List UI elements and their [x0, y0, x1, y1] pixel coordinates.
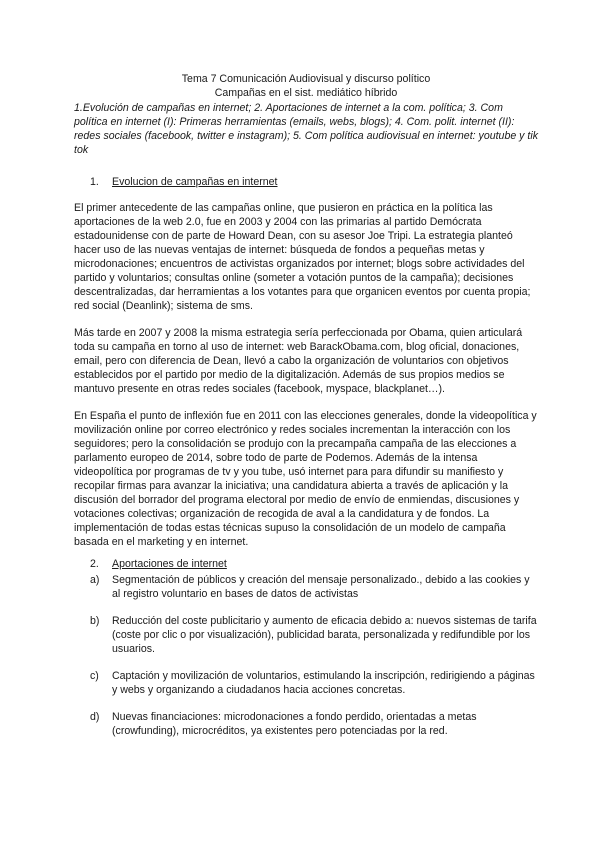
section-number: 2. — [90, 558, 99, 570]
paragraph: En España el punto de inflexión fue en 2011 con las elecciones generales, donde la videopolítica y movilización online por correo electrónico y redes sociales incrementan la interacción con los seguidores; pero la consolidación se produjo con la precampaña campaña de las elecciones a parlamento europeo de 2014, sobre todo de parte de Podemos. Además de la intensa videopolítica por programas de tv y you tube, usó internet para para difundir su manifiesto y recopilar firmas para avanzar la iniciativa; una candidatura abierta a través de aplicación y la discusión del borrador del programa electoral por medio de envío de enmiendas, discusiones y votaciones colectivas; organización de recogida de aval a la candidatura y de fondos. La implementación de todas estas técnicas supuso la consolidación de un modelo de campaña basada en el marketing y en internet. — [74, 410, 537, 548]
list-item — [74, 573, 538, 601]
section-title: Aportaciones de internet — [112, 558, 227, 570]
list-marker: a) — [90, 574, 100, 586]
section-1-heading — [90, 175, 538, 189]
document-title: Tema 7 Comunicación Audiovisual y discurso político — [181, 73, 431, 85]
list-item-text: Nuevas financiaciones: microdonaciones a fondo perdido, orientadas a metas (crowfunding), microcréditos, ya existentes pero potenciadas por la red. — [112, 711, 477, 737]
section-2-heading — [90, 557, 538, 571]
list-marker: d) — [90, 711, 100, 723]
paragraph: Más tarde en 2007 y 2008 la misma estrategia sería perfeccionada por Obama, quien articulará toda su campaña en torno al uso de internet: web BarackObama.com, blog oficial, donaciones, email, pero con diferencia de Dean, llevó a cabo la organización de voluntarios con objetivos establecidos por el partido por medio de la digitalización. Además de sus propios medios se mantuvo presente en otras redes sociales (facebook, myspace, blackplanet…). — [74, 327, 523, 395]
list-item-text: Reducción del coste publicitario y aumento de eficacia debido a: nuevos sistemas de tarifa (coste por clic o por visualización), publicidad barata, personalizada y redifundible por los usuarios. — [112, 615, 537, 655]
list-item — [74, 669, 538, 697]
list-marker: c) — [90, 670, 99, 682]
document-subtitle: Campañas en el sist. mediático híbrido — [214, 87, 398, 99]
section-title: Evolucion de campañas en internet — [112, 176, 278, 188]
list-item-text: Captación y movilización de voluntarios, estimulando la inscripción, redirigiendo a páginas y webs y organizando a ciudadanos hacia acciones concretas. — [112, 670, 535, 696]
topic-summary: 1.Evolución de campañas en internet; 2. Aportaciones de internet a la com. política; 3. Com política en internet (I): Primeras herramientas (emails, webs, blogs); 4. Com. polit. internet (II): redes sociales (facebook, twitter e instagram); 5. Com política audiovisual en internet: youtube y tik tok — [74, 102, 538, 156]
list-marker: b) — [90, 615, 100, 627]
list-item — [74, 614, 538, 656]
paragraph: El primer antecedente de las campañas online, que pusieron en práctica en la política las aportaciones de la web 2.0, fue en 2003 y 2004 con las primarias al partido Demócrata estadounidense con de parte de Howard Dean, con su asesor Joe Tripi. La estrategia planteó hacer uso de las nuevas ventajas de internet: búsqueda de fondos a pequeñas metas y microdonaciones; encuentros de activistas organizados por internet; blogs sobre actividades del partido y voluntarios; consultas online (someter a votación puntos de la campaña); decisiones descentralizadas, dar herramientas a los votantes para que organicen eventos por cuenta propia; red social (Deanlink); sistema de sms. — [74, 202, 531, 312]
list-item-text: Segmentación de públicos y creación del mensaje personalizado., debido a las cookies y al registro voluntario en bases de datos de activistas — [112, 574, 530, 600]
section-number: 1. — [90, 176, 99, 188]
contributions-list — [74, 573, 538, 738]
list-item — [74, 710, 538, 738]
